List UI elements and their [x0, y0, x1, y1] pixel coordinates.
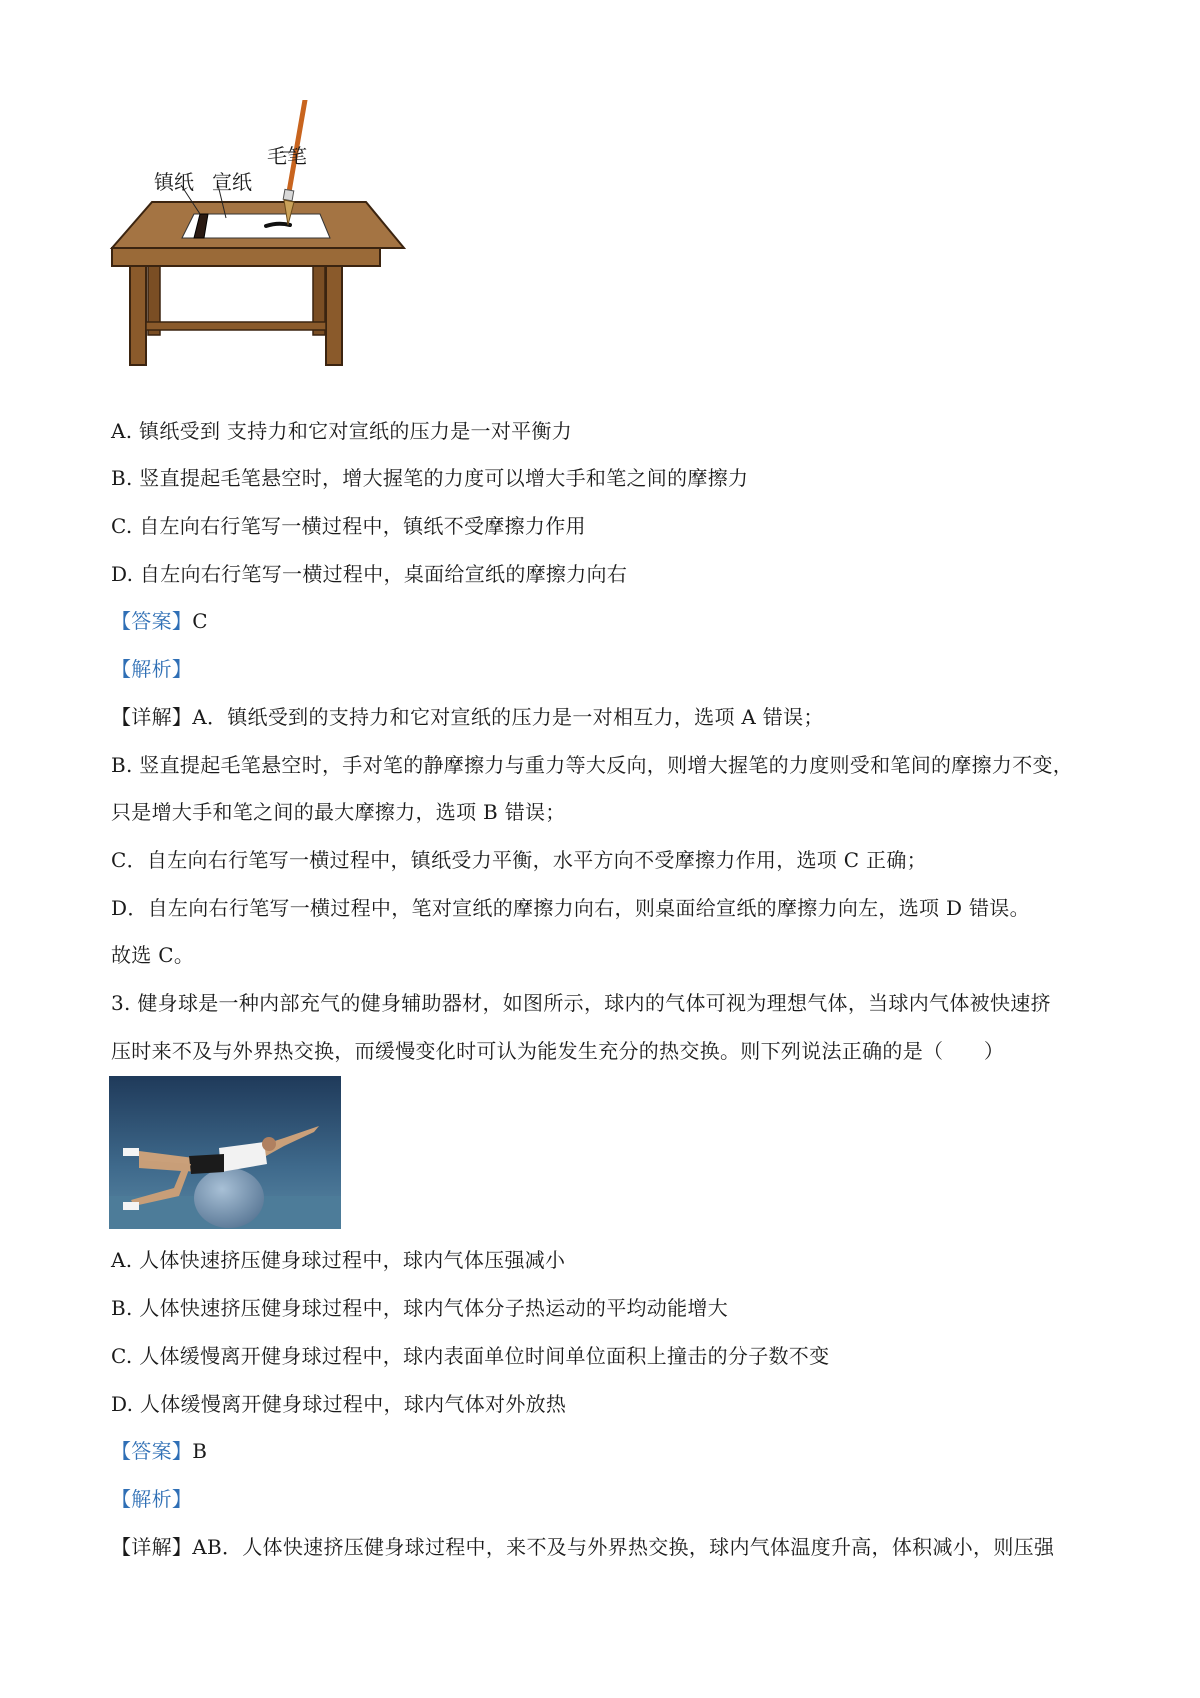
q2-detail-1: B. 竖直提起毛笔悬空时，手对笔的静摩擦力与重力等大反向，则增大握笔的力度则受和笔间的摩擦力不变， [111, 753, 1074, 777]
q2-option-d: D. 自左向右行笔写一横过程中，桌面给宣纸的摩擦力向右 [111, 562, 628, 586]
q3-option-c: C. 人体缓慢离开健身球过程中，球内表面单位时间单位面积上撞击的分子数不变 [111, 1344, 830, 1368]
q3-stem-line-2: 压时来不及与外界热交换，而缓慢变化时可认为能发生充分的热交换。则下列说法正确的是（ ） [111, 1039, 1005, 1063]
q2-option-c: C. 自左向右行笔写一横过程中，镇纸不受摩擦力作用 [111, 514, 586, 538]
answer-value: C [192, 609, 208, 633]
q3-stem-line-1: 3. 健身球是一种内部充气的健身辅助器材，如图所示，球内的气体可视为理想气体，当球内气体被快速挤 [111, 991, 1051, 1015]
q3-option-b: B. 人体快速挤压健身球过程中，球内气体分子热运动的平均动能增大 [111, 1296, 729, 1320]
q3-detail-0 [111, 1534, 1054, 1560]
q3-answer [111, 1438, 207, 1464]
q2-analysis-heading [111, 656, 192, 682]
detail-tag: 【详解】 [111, 1535, 193, 1559]
q2-answer [111, 608, 208, 634]
q2-detail-4: D．自左向右行笔写一横过程中，笔对宣纸的摩擦力向右，则桌面给宣纸的摩擦力向左，选项 D 错误。 [111, 896, 1030, 920]
answer-value: B [192, 1439, 208, 1463]
paper-label: 宣纸 [212, 170, 252, 194]
brush-label: 毛笔 [267, 144, 307, 168]
q3-option-a: A. 人体快速挤压健身球过程中，球内气体压强减小 [111, 1248, 566, 1272]
analysis-tag: 【解析】 [111, 657, 193, 681]
answer-tag: 【答案】 [111, 1439, 193, 1463]
q2-detail-3: C．自左向右行笔写一横过程中，镇纸受力平衡，水平方向不受摩擦力作用，选项 C 正确； [111, 848, 927, 872]
q2-detail-0 [111, 704, 824, 730]
detail-tag: 【详解】 [111, 705, 193, 729]
detail-text: A．镇纸受到的支持力和它对宣纸的压力是一对相互力，选项 A 错误； [192, 705, 824, 729]
paperweight-label: 镇纸 [154, 170, 194, 194]
q2-option-a: A. 镇纸受到 支持力和它对宣纸的压力是一对平衡力 [111, 419, 573, 443]
q2-detail-2: 只是增大手和笔之间的最大摩擦力，选项 B 错误； [111, 800, 566, 824]
analysis-tag: 【解析】 [111, 1487, 193, 1511]
exercise-ball-photo [109, 1076, 341, 1229]
answer-tag: 【答案】 [111, 609, 193, 633]
detail-text: AB．人体快速挤压健身球过程中，来不及与外界热交换，球内气体温度升高，体积减小，则压强 [192, 1535, 1055, 1559]
q3-option-d: D. 人体缓慢离开健身球过程中，球内气体对外放热 [111, 1392, 567, 1416]
q2-conclusion: 故选 C。 [111, 943, 195, 967]
q2-option-b: B. 竖直提起毛笔悬空时，增大握笔的力度可以增大手和笔之间的摩擦力 [111, 466, 749, 490]
q3-analysis-heading [111, 1486, 192, 1512]
calligraphy-table-figure [108, 100, 408, 400]
